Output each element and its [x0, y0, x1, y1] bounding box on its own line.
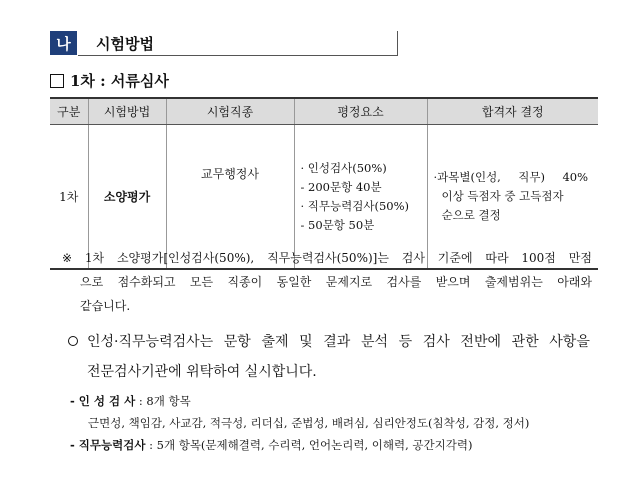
note-word: 문제지로 [325, 275, 373, 289]
square-icon [50, 74, 64, 88]
pass-word: 40% [562, 170, 588, 184]
cell-stage: 1차 [50, 125, 88, 270]
bullet-word: 사항을 [549, 334, 590, 350]
eval-line: - 200문항 40분 [300, 179, 382, 194]
bullet-word: 전반에 [460, 334, 501, 350]
note-word: 아래와 [557, 275, 592, 289]
header-method: 시험방법 [88, 98, 166, 125]
bullet-word: 등 [398, 334, 413, 350]
note-word: 기준에 [437, 251, 473, 265]
note-word: 으로 [80, 275, 104, 289]
personality-count: : 8개 항목 [135, 394, 191, 408]
list-item [70, 390, 600, 412]
list-item [70, 434, 600, 456]
header-stage: 구분 [50, 98, 88, 125]
section-badge: 나 [50, 31, 77, 55]
bullet-word: 및 [299, 334, 313, 350]
cell-method: 소양평가 [88, 125, 166, 270]
bullet-word: 문항 [223, 334, 251, 350]
note-word: 출제범위는 [484, 275, 543, 289]
pass-word: 직무) [518, 170, 545, 184]
pass-line: 순으로 결정 [441, 208, 501, 222]
note-line-1 [62, 246, 592, 270]
pass-line: 이상 득점자 중 고득점자 [441, 189, 564, 203]
circle-bullet-icon [68, 336, 78, 346]
eval-line: - 50문항 50분 [300, 217, 375, 232]
personality-label: - 인 성 검 사 [70, 394, 136, 408]
cell-job: 교무행정사 [166, 125, 294, 270]
table-header-row [50, 98, 598, 125]
pass-word: ·과목별(인성, [433, 170, 501, 184]
section-title: 시험방법 [96, 35, 154, 53]
exam-method-table [50, 97, 598, 270]
note-word: 받으며 [435, 275, 471, 289]
note-word: 직무능력검사(50%)]는 [267, 251, 389, 265]
note-mark: ※ [62, 251, 73, 265]
eval-line: · 인성검사(50%) [300, 160, 387, 175]
subsection-title: 1차 : 서류심사 [70, 72, 169, 90]
header-job: 시험직종 [166, 98, 294, 125]
ability-label: - 직무능력검사 [70, 438, 146, 452]
note-word: 모든 [189, 275, 214, 289]
title-right-border [397, 31, 398, 56]
note-word: 100점 [521, 251, 556, 265]
note-word: 직종이 [227, 275, 263, 289]
note-word: 따라 [485, 251, 509, 265]
bullet-word: 인성·직무능력검사는 [87, 334, 214, 350]
ability-detail: : 5개 항목(문제해결력, 수리력, 언어논리력, 이해력, 공간지각력) [145, 438, 473, 452]
note-line-3: 같습니다. [80, 299, 131, 313]
bullet-paragraph [68, 327, 590, 387]
bullet-line-1 [68, 327, 590, 357]
check-items-list [70, 390, 600, 456]
bullet-word: 관한 [511, 334, 539, 350]
note-line-2 [62, 270, 592, 294]
note-word: 검사 [401, 251, 425, 265]
personality-detail: 근면성, 책임감, 사교감, 적극성, 리더십, 준법성, 배려심, 심리안정도(침착성, 감정, 정서) [88, 416, 530, 430]
bullet-word: 출제 [261, 334, 289, 350]
header-pass: 합격자 결정 [427, 98, 598, 125]
note-word: 점수화되고 [117, 275, 176, 289]
subsection-heading [50, 70, 169, 91]
note-word: 검사를 [386, 275, 422, 289]
title-underline [78, 55, 398, 56]
note-word: 1차 [84, 251, 105, 265]
note-paragraph [62, 246, 592, 318]
pass-line [434, 168, 589, 187]
bullet-word: 분석 [360, 334, 388, 350]
bullet-word: 결과 [323, 334, 351, 350]
note-word: 만점 [568, 251, 592, 265]
eval-line: · 직무능력검사(50%) [300, 198, 409, 213]
bullet-line-2: 전문검사기관에 위탁하여 실시합니다. [87, 364, 317, 380]
note-word: 소양평가[인성검사(50%), [116, 251, 255, 265]
header-eval: 평정요소 [294, 98, 427, 125]
bullet-word: 검사 [422, 334, 450, 350]
note-word: 동일한 [276, 275, 312, 289]
